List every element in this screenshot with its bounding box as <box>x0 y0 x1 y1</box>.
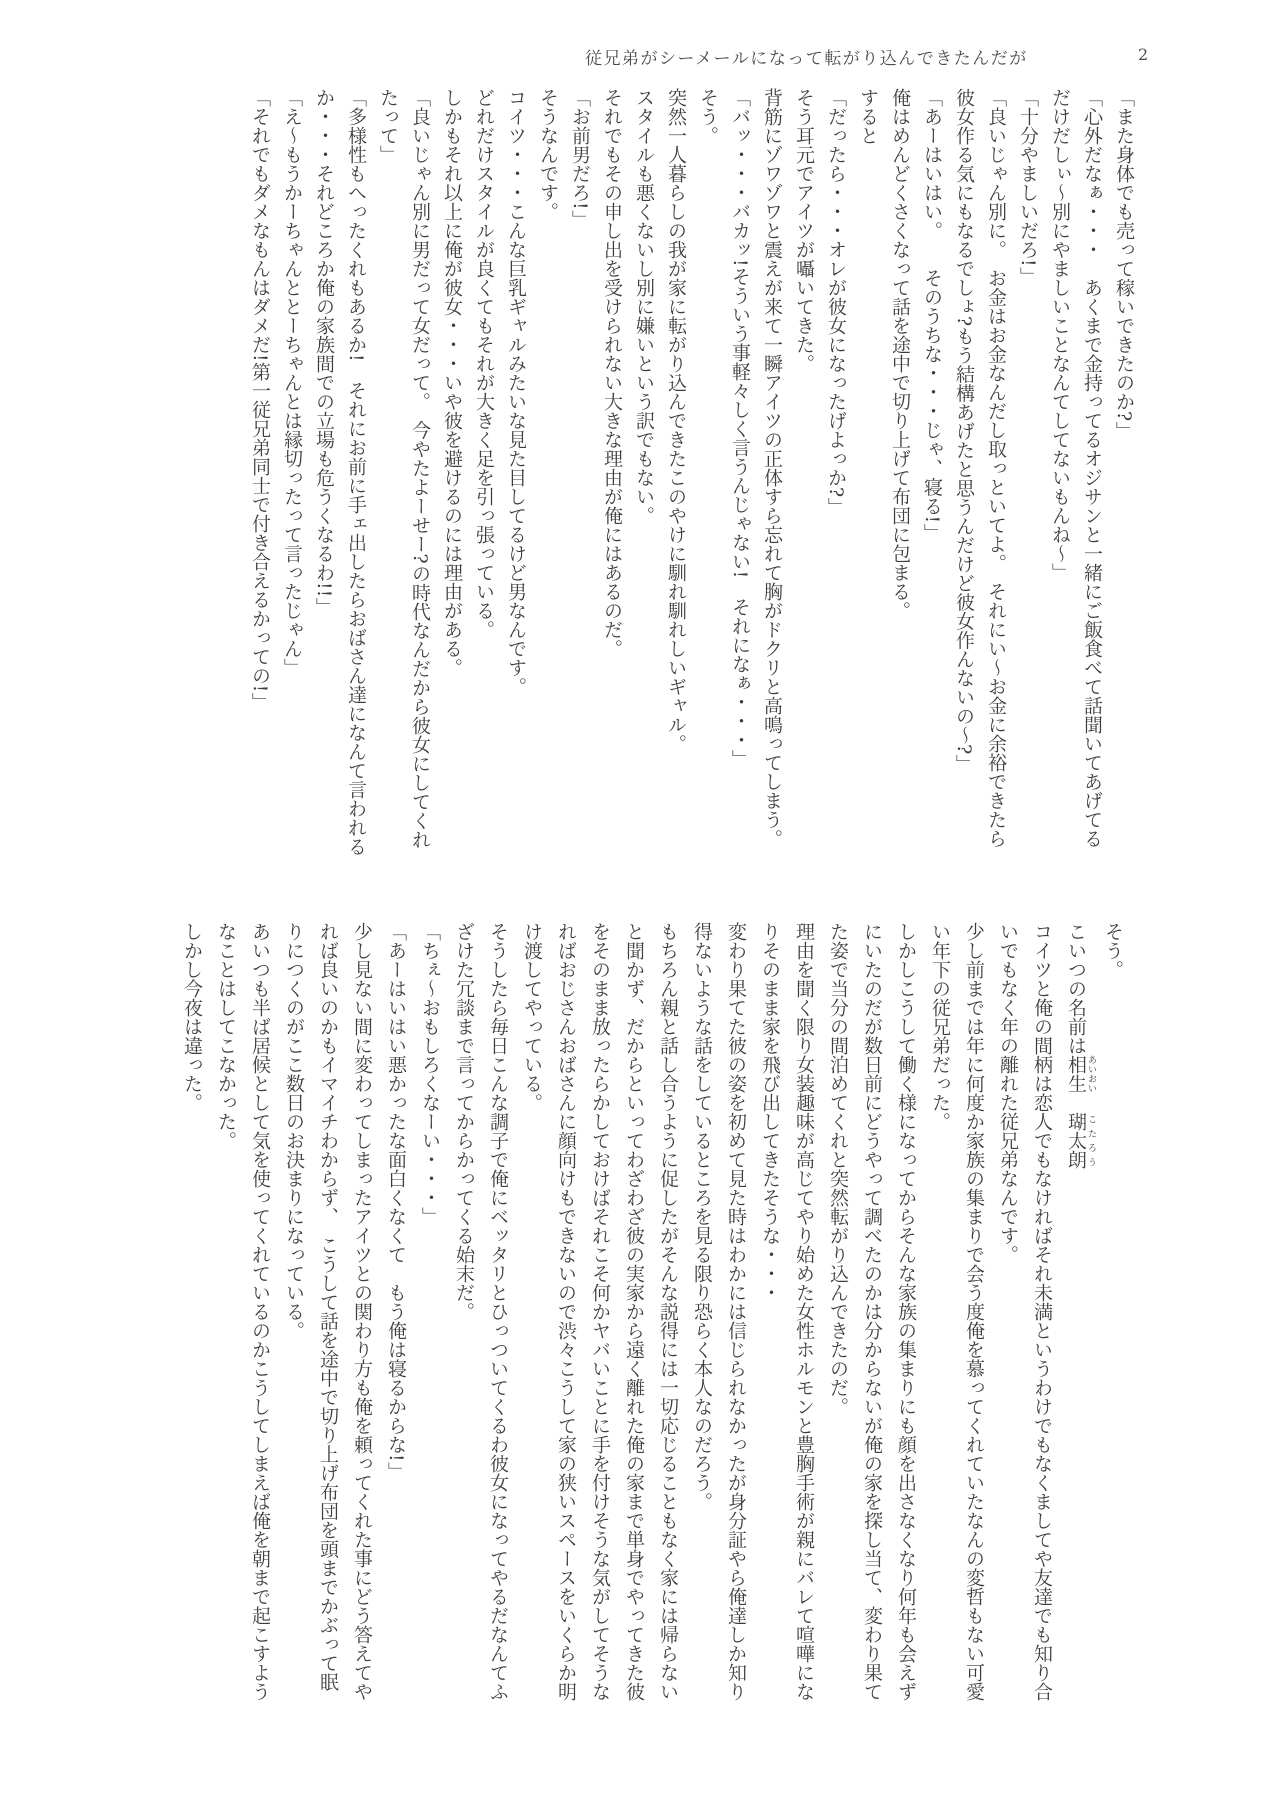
paragraph: どれだけスタイルが良くてもそれが大きく足を引っ張っている。 <box>473 88 495 639</box>
paragraph: 「良いじゃん別に。 お金はお金なんだし取っといてよ。 それにい〜お金に余裕できたら彼女作る気にもなるでしょ?もう結構あげたと思うんだけど彼女作んないの〜?」 <box>953 88 1007 848</box>
page-number: 2 <box>1138 45 1149 64</box>
paragraph: 「だったら・・・オレが彼女になったげよっか?」 <box>825 88 847 517</box>
paragraph: 「十分やましいだろ!」 <box>1017 88 1039 286</box>
running-header <box>0 44 1280 74</box>
paragraph: 理由を聞く限り女装趣味が高じてやり始めた女性ホルモンと豊胸手術が親にバレて喧嘩になりそのまま家を飛び出してきたそうな・・・ <box>759 922 815 1701</box>
paragraph: 「良いじゃん別に男だって女だって。 今やたよーせー?の時代なんだから彼女にしてくれたって」 <box>377 88 431 849</box>
paragraph: 背筋にゾワゾワと震えが来て一瞬アイツの正体すら忘れて胸がドクリと高鳴ってしまう。 <box>761 88 783 848</box>
given-name-furigana: こたろう <box>1086 1112 1096 1169</box>
paragraph: 「心外だなぁ・・・ あくまで金持ってるオジサンと一緒にご飯食べて話聞いてあげてるだけだしぃ〜別にやましいことなんてしてないもんね〜」 <box>1049 88 1103 848</box>
top-text-block <box>110 88 1140 864</box>
paragraph: コイツと俺の間柄は恋人でもなければそれ未満というわけでもなくましてや友達でも知り合いでもなく年の離れた従兄弟なんです。 <box>997 922 1053 1701</box>
paragraph: そう耳元でアイツが囁いてきた。 <box>793 88 815 373</box>
given-name-text: 瑚太朗 <box>1065 1112 1087 1169</box>
name-line-space <box>1065 1093 1087 1112</box>
paragraph: 「ちぇ〜おもしろくなーい・・・」 <box>419 922 441 1226</box>
paragraph: しかもそれ以上に俺が彼女・・・いや彼を避けるのには理由がある。 <box>441 88 463 677</box>
paragraph: 「お前男だろ!」 <box>569 88 591 229</box>
paragraph: 少し前までは年に何度か家族の集まりで会う度俺を慕ってくれていたなんの変哲もない可愛い年下の従兄弟だった。 <box>929 922 985 1701</box>
paragraph: 俺はめんどくさくなって話を途中で切り上げて布団に包まる。 <box>889 88 911 620</box>
paragraph: それでもその申し出を受けられない大きな理由が俺にはあるのだ。 <box>601 88 623 658</box>
surname-text: 相生 <box>1065 1055 1087 1093</box>
paragraph: 「あーはいはい悪かったな面白くなくて もう俺は寝るからな!」 <box>385 922 407 1481</box>
paragraph: しかし今夜は違った。 <box>181 922 203 1112</box>
paragraph: 「それでもダメなもんはダメだ!第一従兄弟同士で付き合えるかっての!」 <box>249 88 271 712</box>
paragraph: 変わり果てた彼の姿を初めて見た時はわかには信じられなかったが身分証やら俺達しか知り得ないような話をしているところを見る限り恐らく本人なのだろう。 <box>691 922 747 1701</box>
paragraph: そうなんです。 <box>537 88 559 221</box>
paragraph-name-line <box>1059 922 1096 1702</box>
paragraph: もちろん親と話し合うように促したがそんな説得には一切応じることもなく家には帰らないと聞かず、だからといってわざわざ彼の実家から遠く離れた俺の家まで単身でやってきた彼をそのまま放ったらかしておけばそれこそ何かヤバいことに手を付けそうな気がしてそうなればおじさんおばさんに顔向けもできないので渋々こうして家の狭いスペースをいくらか明け渡してやっている。 <box>521 922 679 1701</box>
paragraph: すると <box>857 88 879 145</box>
paragraph: そうしたら毎日こんな調子で俺にベッタリとひっついてくるわ彼女になってやるだなんてふざけた冗談まで言ってからかってくる始末だ。 <box>453 922 509 1701</box>
bottom-text-block <box>125 922 1130 1702</box>
paragraph: 突然一人暮らしの我が家に転がり込んできたこのやけに馴れ馴れしいギャル。 <box>665 88 687 753</box>
surname-furigana: あいおい <box>1086 1055 1096 1093</box>
paragraph: そう。 <box>697 88 719 145</box>
ruby-surname <box>1065 1055 1096 1093</box>
paragraph: あいつも半ば居候として気を使ってくれているのかこうしてしまえば俺を朝まで起こすようなことはしてこなかった。 <box>215 922 271 1701</box>
paragraph: 「え〜もうかーちゃんととーちゃんとは縁切ったって言ったじゃん」 <box>281 88 303 677</box>
name-line-lead: こいつの名前は <box>1065 922 1087 1055</box>
paragraph: そう。 <box>1102 922 1124 979</box>
paragraph: コイツ・・・こんな巨乳ギャルみたいな見た目してるけど男なんです。 <box>505 88 527 696</box>
paragraph: しかしこうして働く様になってからそんな家族の集まりにも顔を出さなくなり何年も会えずにいたのだが数日前にどうやって調べたのかは分からないが俺の家を探し当て、変わり果てた姿で当分の間泊めてくれと突然転がり込んできたのだ。 <box>827 922 917 1701</box>
paragraph: 「あーはいはい。 そのうちな・・・じゃ、寝る!」 <box>921 88 943 543</box>
ruby-given-name <box>1065 1112 1096 1169</box>
paragraph: 「また身体でも売って稼いできたのか?」 <box>1113 88 1135 441</box>
running-header-title: 従兄弟がシーメールになって転がり込んできたんだが <box>585 49 1028 69</box>
paragraph: 「バッ・・・バカッ!そういう事軽々しく言うんじゃない! それになぁ・・・」 <box>729 88 751 769</box>
paragraph: 「多様性もへったくれもあるか! それにお前に手ェ出したらおばさん達になんて言われるか・・・それどころか俺の家族間での立場も危うくなるわ!!」 <box>313 88 367 856</box>
paragraph: 少し見ない間に変わってしまったアイツとの関わり方も俺を頼ってくれた事にどう答えてやれば良いのかもイマイチわからず、 こうして話を途中で切り上げ布団を頭までかぶって眠りにつくのがここ数日のお決まりになっている。 <box>283 922 373 1701</box>
paragraph: スタイルも悪くないし別に嫌いという訳でもない。 <box>633 88 655 525</box>
